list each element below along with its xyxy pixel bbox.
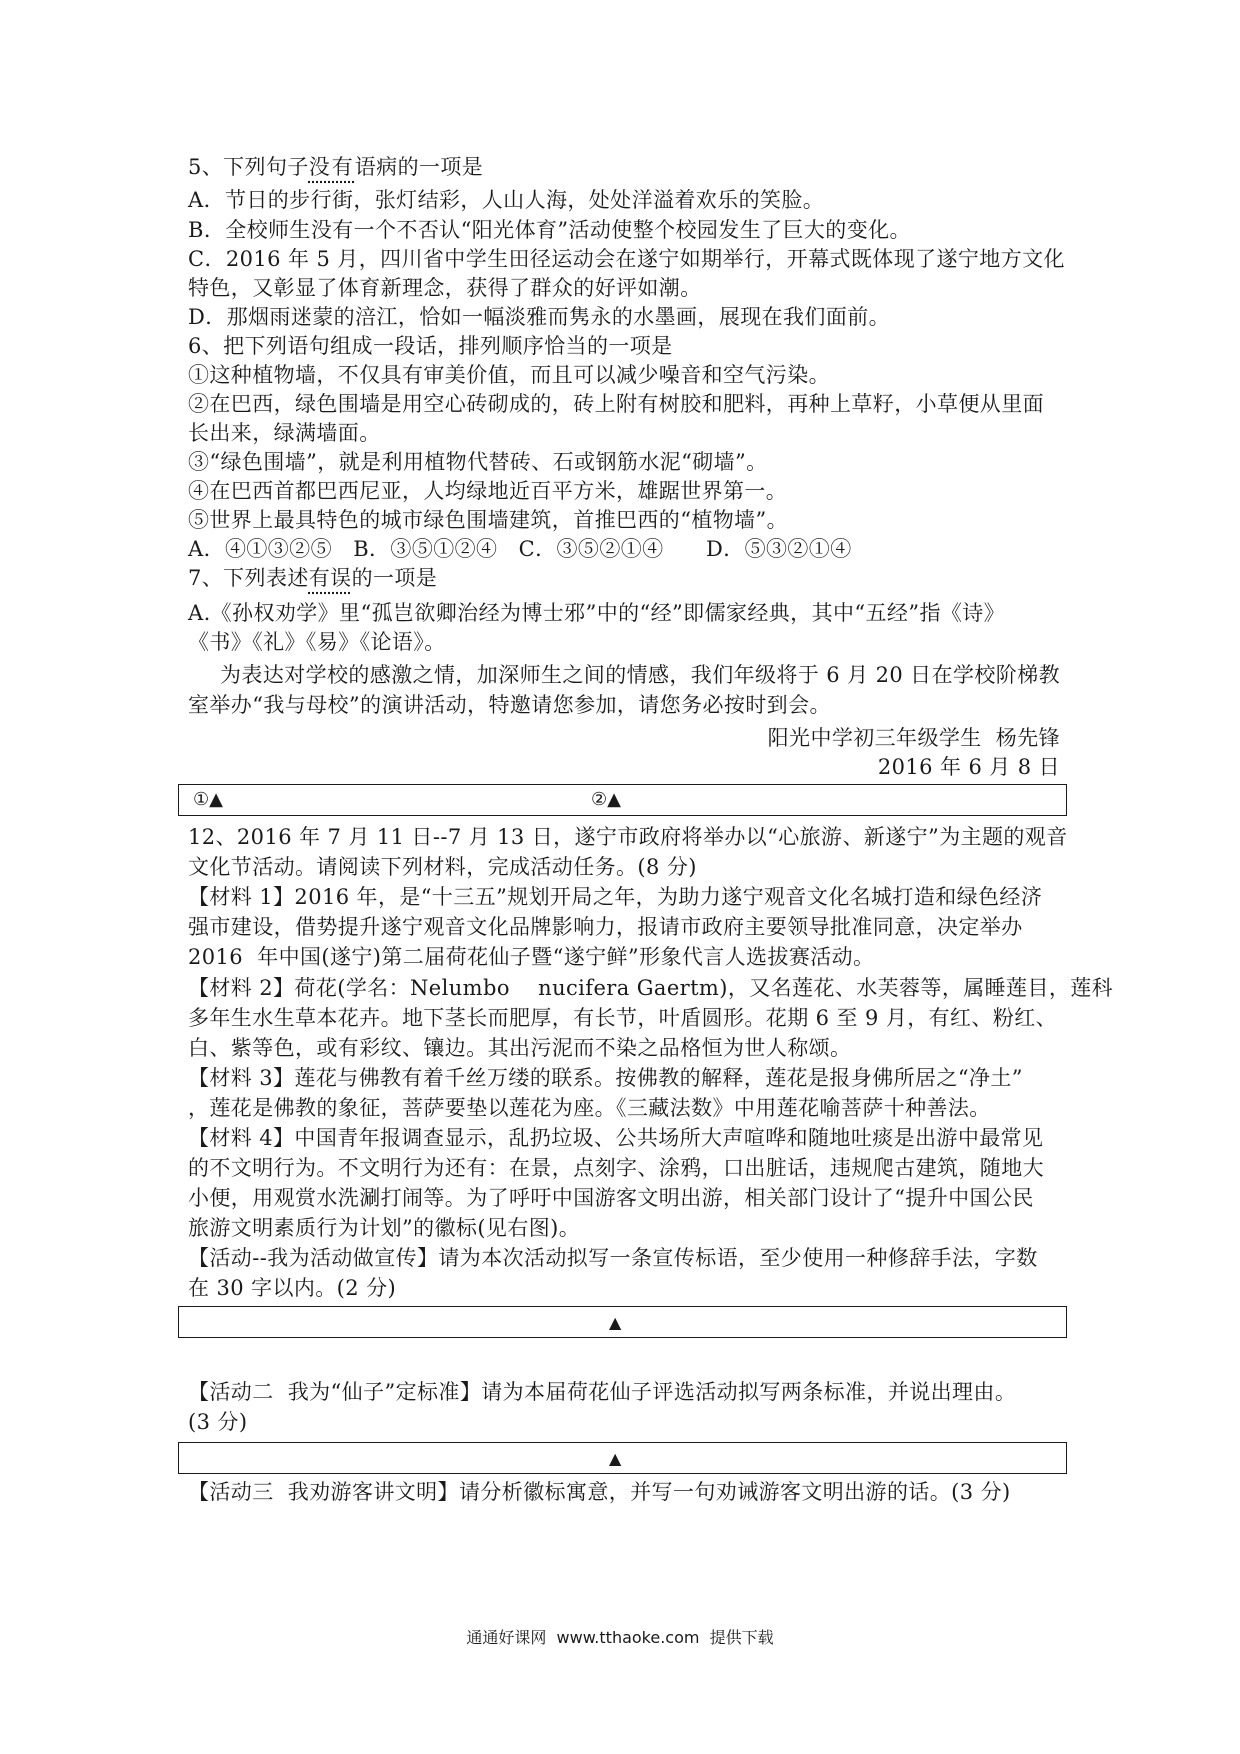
- q6-options: A．④①③②⑤ B．③⑤①②④ C．③⑤②①④ D．⑤③②①④: [188, 537, 852, 561]
- answer-box-activity-2[interactable]: [178, 1442, 1067, 1474]
- material-2-line1: 【材料 2】荷花(学名：Nelumbo nucifera Gaertm)，又名莲花、水芙蓉等，属睡莲目，莲科: [188, 976, 1114, 1000]
- material-4-line2: 的不文明行为。不文明行为还有：在景，点刻字、涂鸦，口出脏话，违规爬古建筑，随地大: [188, 1156, 1044, 1180]
- material-1-line2: 强市建设，借势提升遂宁观音文化品牌影响力，报请市政府主要领导批准同意，决定举办: [188, 915, 1023, 939]
- q5-stem-emphasis: 没有: [308, 155, 355, 179]
- activity-2-line2: (3 分): [188, 1410, 248, 1434]
- footer-source: 通通好课网 www.tthaoke.com 提供下载: [466, 1628, 774, 1647]
- activity-3: 【活动三 我劝游客讲文明】请分析徽标寓意，并写一句劝诫游客文明出游的话。(3 分): [188, 1480, 1011, 1504]
- answer-box-invitation[interactable]: [178, 784, 1067, 816]
- q7-stem-emphasis: 有误: [308, 566, 352, 590]
- material-1-line3: 2016 年中国(遂宁)第二届荷花仙子暨“遂宁鲜”形象代言人选拔赛活动。: [188, 945, 875, 969]
- q7-stem-end: 的一项是: [351, 566, 438, 590]
- q12-intro-line1: 12、2016 年 7 月 11 日--7 月 13 日，遂宁市政府将举办以“心旅游、新遂宁”为主题的观音: [188, 825, 1068, 849]
- q12-intro-line2: 文化节活动。请阅读下列材料，完成活动任务。(8 分): [188, 855, 697, 879]
- q6-sentence-3: ③“绿色围墙”，就是利用植物代替砖、石或钢筋水泥“砌墙”。: [188, 450, 768, 474]
- material-1-line1: 【材料 1】2016 年，是“十三五”规划开局之年，为助力遂宁观音文化名城打造和绿色经济: [188, 885, 1043, 909]
- material-2-line2: 多年生水生草本花卉。地下茎长而肥厚，有长节，叶盾圆形。花期 6 至 9 月，有红、粉红、: [188, 1006, 1058, 1030]
- invitation-paragraph-line2: 室举办“我与母校”的演讲活动，特邀请您参加，请您务必按时到会。: [188, 693, 831, 717]
- q5-option-c-line1: C．2016 年 5 月，四川省中学生田径运动会在遂宁如期举行，开幕式既体现了遂宁地方文化: [188, 247, 1065, 271]
- q5-option-d: D．那烟雨迷蒙的涪江，恰如一幅淡雅而隽永的水墨画，展现在我们面前。: [188, 305, 891, 329]
- q5-option-c-line2: 特色，又彰显了体育新理念，获得了群众的好评如潮。: [188, 276, 702, 300]
- q5-stem-start: 5、下列句子: [188, 155, 309, 179]
- invitation-date: 2016 年 6 月 8 日: [877, 755, 1060, 779]
- material-2-line3: 白、紫等色，或有彩纹、镶边。其出污泥而不染之品格恒为世人称颂。: [188, 1036, 852, 1060]
- material-4-line4: 旅游文明素质行为计划”的徽标(见右图)。: [188, 1216, 581, 1240]
- q6-sentence-2-line1: ②在巴西，绿色围墙是用空心砖砌成的，砖上附有树胶和肥料，再种上草籽，小草便从里面: [188, 392, 1044, 416]
- activity-1-line1: 【活动--我为活动做宣传】请为本次活动拟写一条宣传标语，至少使用一种修辞手法，字数: [188, 1246, 1038, 1270]
- q7-option-a-line1: A.《孙权劝学》里“孤岂欲卿治经为博士邪”中的“经”即儒家经典，其中“五经”指《诗》: [188, 601, 1006, 625]
- material-4-line3: 小便，用观赏水洗涮打闹等。为了呼吁中国游客文明出游，相关部门设计了“提升中国公民: [188, 1186, 1034, 1210]
- material-3-line2: ，莲花是佛教的象征，菩萨要垫以莲花为座。《三藏法数》中用莲花喻菩萨十种善法。: [188, 1096, 991, 1120]
- q7-stem-start: 7、下列表述: [188, 566, 309, 590]
- invitation-paragraph-line1: 为表达对学校的感激之情，加深师生之间的情感，我们年级将于 6 月 20 日在学校阶梯教: [220, 663, 1060, 687]
- activity-2-line1: 【活动二 我为“仙子”定标准】请为本届荷花仙子评选活动拟写两条标准，并说出理由。: [188, 1380, 1017, 1404]
- answer-slot-2: ②▲: [591, 789, 621, 810]
- q7-option-a-line2: 《书》《礼》《易》《论语》。: [188, 630, 446, 654]
- q6-stem: 6、把下列语句组成一段话，排列顺序恰当的一项是: [188, 334, 673, 358]
- q5-stem-end: 语病的一项是: [354, 155, 484, 179]
- material-4-line1: 【材料 4】中国青年报调查显示，乱扔垃圾、公共场所大声喧哗和随地吐痰是出游中最常见: [188, 1126, 1044, 1150]
- material-3-line1: 【材料 3】莲花与佛教有着千丝万缕的联系。按佛教的解释，莲花是报身佛所居之“净土”: [188, 1066, 1023, 1090]
- q6-sentence-4: ④在巴西首都巴西尼亚，人均绿地近百平方米，雄踞世界第一。: [188, 479, 788, 503]
- answer-box-activity-1[interactable]: [178, 1306, 1067, 1338]
- q7-stem: [188, 563, 1068, 593]
- activity-1-line2: 在 30 字以内。(2 分): [188, 1276, 397, 1300]
- answer-slot-activity-1: ▲: [609, 1313, 622, 1332]
- q5-stem: [188, 152, 1068, 182]
- answer-slot-activity-2: ▲: [609, 1449, 622, 1468]
- q5-option-b: B．全校师生没有一个不否认“阳光体育”活动使整个校园发生了巨大的变化。: [188, 218, 911, 242]
- q6-sentence-5: ⑤世界上最具特色的城市绿色围墙建筑，首推巴西的“植物墙”。: [188, 508, 789, 532]
- invitation-signature: 阳光中学初三年级学生 杨先锋: [767, 726, 1060, 750]
- q6-sentence-2-line2: 长出来，绿满墙面。: [188, 421, 381, 445]
- q6-sentence-1: ①这种植物墙，不仅具有审美价值，而且可以减少噪音和空气污染。: [188, 363, 830, 387]
- answer-slot-1: ①▲: [193, 789, 223, 810]
- q5-option-a: A．节日的步行街，张灯结彩，人山人海，处处洋溢着欢乐的笑脸。: [188, 188, 825, 212]
